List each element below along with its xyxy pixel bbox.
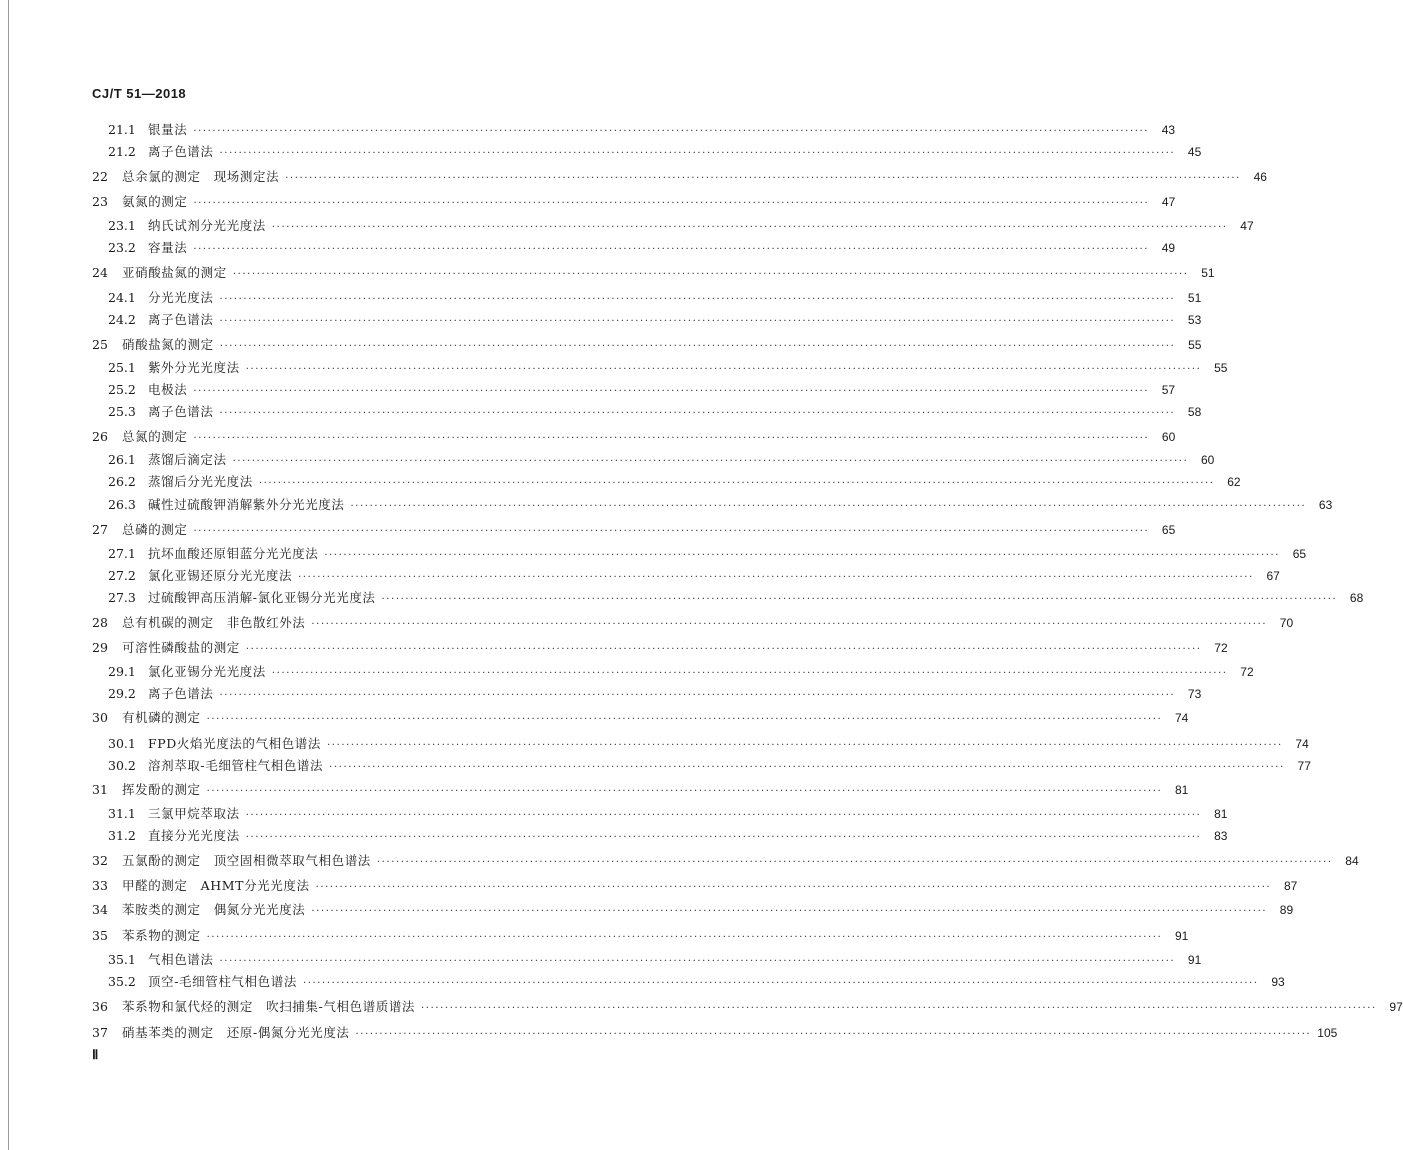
toc-entry-page: 55	[1188, 338, 1202, 352]
toc-entry-number: 29.2	[108, 686, 136, 701]
toc-entry-title: 离子色谱法	[148, 404, 214, 419]
toc-entry[interactable]	[0, 876, 1298, 896]
toc-entry-number: 35.2	[108, 974, 136, 989]
toc-entry-title: 直接分光光度法	[148, 828, 240, 843]
toc-entry-title: 硝酸盐氮的测定	[122, 337, 214, 352]
toc-dot-leader: ········································································································································································································	[206, 714, 1163, 725]
toc-dot-leader: ········································································································································································································	[355, 1029, 1312, 1040]
toc-entry-page: 62	[1227, 475, 1241, 489]
toc-entry-title: 气相色谱法	[148, 952, 214, 967]
toc-entry-page: 47	[1161, 195, 1176, 209]
toc-entry-page: 60	[1201, 453, 1215, 467]
toc-entry[interactable]	[0, 402, 1202, 422]
toc-entry-page: 51	[1201, 266, 1215, 280]
toc-dot-leader: ········································································································································································································	[245, 644, 1202, 655]
toc-entry-title: 氯化亚锡分光光度法	[148, 664, 266, 679]
toc-entry-title: 蒸馏后滴定法	[148, 452, 227, 467]
toc-entry[interactable]	[0, 734, 1309, 754]
toc-entry-page: 65	[1292, 547, 1307, 561]
toc-entry-page: 89	[1279, 903, 1294, 917]
toc-entry-page: 81	[1214, 807, 1228, 821]
toc-entry[interactable]	[0, 310, 1202, 330]
toc-entry-page: 74	[1175, 711, 1189, 725]
toc-entry-title: 苯系物和氯代烃的测定 吹扫捕集-气相色谱质谱法	[122, 999, 416, 1014]
toc-dot-leader: ········································································································································································································	[311, 906, 1268, 917]
toc-dot-leader: ········································································································································································································	[219, 316, 1176, 327]
toc-entry-number: 25.3	[108, 404, 136, 419]
toc-entry-number: 28	[92, 615, 108, 630]
toc-entry-number: 35	[92, 928, 108, 943]
toc-dot-leader: ········································································································································································································	[315, 882, 1272, 893]
toc-entry[interactable]	[0, 142, 1202, 162]
toc-entry-page: 46	[1253, 170, 1267, 184]
toc-dot-leader: ········································································································································································································	[219, 294, 1176, 305]
toc-entry-title: 总有机碳的测定 非色散红外法	[122, 615, 306, 630]
toc-entry-page: 55	[1214, 361, 1228, 375]
toc-entry-number: 29.1	[108, 664, 136, 679]
toc-entry-page: 53	[1187, 313, 1202, 327]
toc-entry[interactable]	[0, 167, 1267, 187]
toc-entry-title: 硝基苯类的测定 还原-偶氮分光光度法	[122, 1025, 350, 1040]
toc-entry[interactable]	[0, 780, 1189, 800]
toc-entry-title: 五氯酚的测定 顶空固相微萃取气相色谱法	[122, 853, 371, 868]
toc-entry-number: 21.1	[108, 122, 136, 137]
toc-dot-leader: ········································································································································································································	[285, 173, 1241, 184]
toc-entry[interactable]	[0, 662, 1254, 682]
toc-entry-number: 27.1	[108, 546, 136, 561]
toc-entry-title: 苯系物的测定	[122, 928, 201, 943]
toc-entry-page: 73	[1187, 687, 1202, 701]
toc-entry-page: 93	[1271, 975, 1285, 989]
toc-entry[interactable]	[0, 216, 1254, 236]
toc-entry[interactable]	[0, 588, 1364, 608]
toc-entry-title: 可溶性磷酸盐的测定	[122, 640, 240, 655]
toc-entry[interactable]	[0, 708, 1189, 728]
toc-entry-title: 氯化亚锡还原分光光度法	[148, 568, 293, 583]
toc-entry[interactable]	[0, 756, 1311, 776]
toc-entry-title: 银量法	[148, 122, 188, 137]
toc-entry-title: 总磷的测定	[122, 522, 188, 537]
toc-entry[interactable]	[0, 826, 1228, 846]
toc-dot-leader: ········································································································································································································	[327, 740, 1283, 751]
toc-entry-title: 三氯甲烷萃取法	[148, 806, 240, 821]
toc-entry-page: 49	[1161, 241, 1176, 255]
toc-dot-leader: ········································································································································································································	[206, 932, 1163, 943]
toc-entry-title: 亚硝酸盐氮的测定	[122, 265, 227, 280]
toc-entry-number: 21.2	[108, 144, 136, 159]
toc-entry-title: 氨氮的测定	[122, 194, 188, 209]
toc-dot-leader: ········································································································································································································	[381, 594, 1338, 605]
toc-entry-title: 总余氯的测定 现场测定法	[122, 169, 280, 184]
toc-entry-page: 57	[1161, 383, 1176, 397]
toc-entry-number: 37	[92, 1025, 108, 1040]
toc-dot-leader: ········································································································································································································	[219, 956, 1176, 967]
toc-entry[interactable]	[0, 472, 1241, 492]
toc-entry-page: 45	[1187, 145, 1202, 159]
toc-entry-number: 33	[92, 878, 108, 893]
toc-entry-page: 58	[1187, 405, 1202, 419]
toc-entry-title: 离子色谱法	[148, 686, 214, 701]
toc-entry-number: 24.1	[108, 290, 136, 305]
toc-entry[interactable]	[0, 997, 1403, 1017]
toc-dot-leader: ········································································································································································································	[193, 244, 1150, 255]
toc-entry-number: 23.2	[108, 240, 136, 255]
toc-dot-leader: ········································································································································································································	[219, 408, 1176, 419]
toc-entry[interactable]	[0, 263, 1215, 283]
toc-entry-title: 甲醛的测定 AHMT分光光度法	[122, 878, 310, 893]
toc-dot-leader: ········································································································································································································	[302, 978, 1259, 989]
toc-dot-leader: ········································································································································································································	[258, 478, 1215, 489]
toc-dot-leader: ········································································································································································································	[232, 456, 1189, 467]
toc-dot-leader: ········································································································································································································	[219, 148, 1176, 159]
toc-entry-number: 35.1	[108, 952, 136, 967]
toc-entry-page: 72	[1214, 641, 1228, 655]
toc-entry-number: 24	[92, 265, 108, 280]
toc-entry-number: 25.2	[108, 382, 136, 397]
toc-entry-number: 36	[92, 999, 108, 1014]
toc-entry-title: 抗坏血酸还原钼蓝分光光度法	[148, 546, 319, 561]
toc-entry-number: 26.3	[108, 497, 136, 512]
toc-entry[interactable]	[0, 450, 1215, 470]
toc-entry-number: 32	[92, 853, 108, 868]
toc-entry[interactable]	[0, 972, 1285, 992]
toc-dot-leader: ········································································································································································································	[329, 762, 1285, 773]
toc-entry-title: 离子色谱法	[148, 312, 214, 327]
toc-entry-title: 总氮的测定	[122, 429, 188, 444]
toc-entry-title: 碱性过硫酸钾消解紫外分光光度法	[148, 497, 345, 512]
toc-entry[interactable]	[0, 288, 1202, 308]
toc-entry[interactable]	[0, 427, 1176, 447]
toc-entry-page: 70	[1279, 616, 1294, 630]
toc-dot-leader: ········································································································································································································	[311, 619, 1268, 630]
toc-entry[interactable]	[0, 1023, 1338, 1043]
toc-entry[interactable]	[0, 900, 1294, 920]
toc-entry-page: 72	[1240, 665, 1254, 679]
toc-entry-title: 溶剂萃取-毛细管柱气相色谱法	[148, 758, 324, 773]
toc-dot-leader: ········································································································································································································	[324, 550, 1281, 561]
toc-entry-title: 蒸馏后分光光度法	[148, 474, 253, 489]
toc-entry-number: 23	[92, 194, 108, 209]
toc-entry-number: 27	[92, 522, 108, 537]
toc-dot-leader: ········································································································································································································	[271, 222, 1228, 233]
toc-entry[interactable]	[0, 950, 1202, 970]
page-number-footer: Ⅱ	[92, 1047, 99, 1062]
toc-entry-title: 纳氏试剂分光光度法	[148, 218, 266, 233]
toc-dot-leader: ········································································································································································································	[245, 810, 1202, 821]
toc-entry-title: 顶空-毛细管柱气相色谱法	[148, 974, 297, 989]
toc-entry-page: 47	[1240, 219, 1254, 233]
toc-dot-leader: ········································································································································································································	[271, 668, 1228, 679]
toc-entry-number: 23.1	[108, 218, 136, 233]
toc-dot-leader: ········································································································································································································	[193, 526, 1150, 537]
toc-entry-number: 31.2	[108, 828, 136, 843]
toc-dot-leader: ········································································································································································································	[232, 269, 1189, 280]
toc-entry[interactable]	[0, 120, 1176, 140]
toc-entry-page: 77	[1297, 759, 1311, 773]
toc-dot-leader: ········································································································································································································	[193, 126, 1150, 137]
toc-dot-leader: ········································································································································································································	[245, 364, 1202, 375]
toc-entry-number: 34	[92, 902, 108, 917]
toc-dot-leader: ········································································································································································································	[193, 433, 1150, 444]
toc-entry-title: 分光光度法	[148, 290, 214, 305]
toc-entry-number: 27.3	[108, 590, 136, 605]
toc-entry-number: 25	[92, 337, 108, 352]
toc-entry[interactable]	[0, 192, 1176, 212]
toc-entry[interactable]	[0, 851, 1359, 871]
toc-entry-number: 29	[92, 640, 108, 655]
toc-entry-number: 27.2	[108, 568, 136, 583]
toc-entry-page: 51	[1187, 291, 1202, 305]
toc-entry-number: 25.1	[108, 360, 136, 375]
toc-entry-title: 电极法	[148, 382, 188, 397]
toc-entry-page: 83	[1214, 829, 1228, 843]
standard-code-header: CJ/T 51—2018	[92, 86, 187, 101]
toc-entry[interactable]	[0, 566, 1280, 586]
toc-entry-title: FPD火焰光度法的气相色谱法	[148, 736, 322, 751]
toc-entry-page: 43	[1161, 123, 1176, 137]
toc-entry-title: 挥发酚的测定	[122, 782, 201, 797]
toc-dot-leader: ········································································································································································································	[376, 857, 1333, 868]
toc-entry[interactable]	[0, 335, 1202, 355]
toc-entry-title: 紫外分光光度法	[148, 360, 240, 375]
toc-dot-leader: ········································································································································································································	[193, 386, 1150, 397]
toc-dot-leader: ········································································································································································································	[245, 832, 1202, 843]
toc-dot-leader: ········································································································································································································	[350, 501, 1307, 512]
toc-entry-page: 63	[1318, 498, 1333, 512]
toc-entry[interactable]	[0, 926, 1189, 946]
toc-entry-number: 22	[92, 169, 108, 184]
toc-entry[interactable]	[0, 238, 1176, 258]
toc-entry-page: 65	[1161, 523, 1176, 537]
toc-entry[interactable]	[0, 638, 1228, 658]
toc-entry-page: 105	[1317, 1026, 1338, 1040]
toc-entry-page: 97	[1389, 1000, 1403, 1014]
toc-entry-title: 离子色谱法	[148, 144, 214, 159]
toc-entry-title: 过硫酸钾高压消解-氯化亚锡分光光度法	[148, 590, 376, 605]
toc-entry[interactable]	[0, 613, 1294, 633]
toc-entry-number: 26	[92, 429, 108, 444]
toc-entry[interactable]	[0, 684, 1202, 704]
toc-dot-leader: ········································································································································································································	[421, 1003, 1377, 1014]
toc-dot-leader: ········································································································································································································	[298, 572, 1254, 583]
toc-entry-page: 91	[1187, 953, 1202, 967]
toc-entry-number: 26.2	[108, 474, 136, 489]
toc-entry-page: 60	[1161, 430, 1176, 444]
toc-entry-title: 容量法	[148, 240, 188, 255]
toc-entry-number: 31	[92, 782, 108, 797]
toc-entry[interactable]	[0, 544, 1307, 564]
toc-entry-title: 苯胺类的测定 偶氮分光光度法	[122, 902, 306, 917]
toc-dot-leader: ········································································································································································································	[193, 198, 1150, 209]
toc-dot-leader: ········································································································································································································	[206, 786, 1163, 797]
toc-entry[interactable]	[0, 495, 1333, 515]
toc-dot-leader: ········································································································································································································	[219, 341, 1176, 352]
toc-entry-number: 24.2	[108, 312, 136, 327]
toc-entry-number: 26.1	[108, 452, 136, 467]
toc-entry-page: 84	[1345, 854, 1359, 868]
toc-entry-number: 30.1	[108, 736, 136, 751]
toc-entry-page: 74	[1295, 737, 1309, 751]
toc-entry-number: 30.2	[108, 758, 136, 773]
toc-entry-number: 31.1	[108, 806, 136, 821]
toc-entry-page: 68	[1349, 591, 1364, 605]
toc-entry-number: 30	[92, 710, 108, 725]
toc-entry-page: 67	[1266, 569, 1280, 583]
toc-entry-title: 有机磷的测定	[122, 710, 201, 725]
toc-entry[interactable]	[0, 520, 1176, 540]
toc-entry[interactable]	[0, 358, 1228, 378]
toc-dot-leader: ········································································································································································································	[219, 690, 1176, 701]
toc-entry-page: 91	[1175, 929, 1189, 943]
toc-entry-page: 81	[1175, 783, 1189, 797]
toc-entry[interactable]	[0, 380, 1176, 400]
toc-entry-page: 87	[1283, 879, 1298, 893]
toc-entry[interactable]	[0, 804, 1228, 824]
